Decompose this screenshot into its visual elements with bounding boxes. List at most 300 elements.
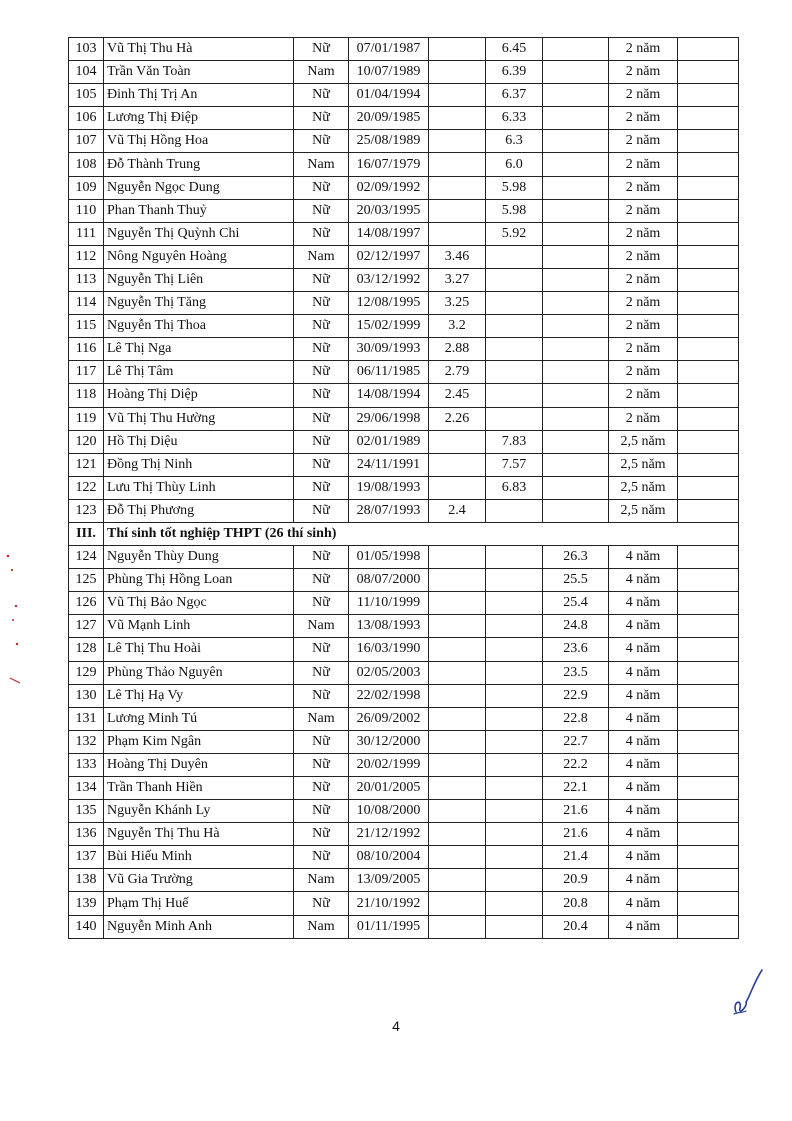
row-number-cell: 127 <box>69 615 104 638</box>
score-1-cell <box>429 800 486 823</box>
score-3-cell <box>543 315 609 338</box>
birth-date-cell: 24/11/1991 <box>349 453 429 476</box>
score-1-cell <box>429 130 486 153</box>
score-1-cell <box>429 661 486 684</box>
birth-date-cell: 02/05/2003 <box>349 661 429 684</box>
table-row <box>69 130 739 153</box>
note-cell <box>678 892 739 915</box>
score-3-cell <box>543 407 609 430</box>
note-cell <box>678 638 739 661</box>
score-2-cell <box>486 569 543 592</box>
birth-date-cell: 21/10/1992 <box>349 892 429 915</box>
candidate-name-cell: Nguyễn Ngọc Dung <box>104 176 294 199</box>
candidate-name-cell: Nguyễn Thùy Dung <box>104 546 294 569</box>
score-2-cell <box>486 823 543 846</box>
score-1-cell <box>429 823 486 846</box>
score-2-cell <box>486 753 543 776</box>
note-cell <box>678 361 739 384</box>
score-2-cell <box>486 892 543 915</box>
score-2-cell <box>486 292 543 315</box>
score-1-cell <box>429 753 486 776</box>
score-3-cell: 22.7 <box>543 730 609 753</box>
gender-cell: Nữ <box>294 546 349 569</box>
table-row <box>69 615 739 638</box>
birth-date-cell: 01/11/1995 <box>349 915 429 938</box>
table-row <box>69 638 739 661</box>
candidate-name-cell: Phạm Kim Ngân <box>104 730 294 753</box>
candidate-name-cell: Vũ Thị Bảo Ngọc <box>104 592 294 615</box>
score-1-cell <box>429 222 486 245</box>
score-2-cell: 6.0 <box>486 153 543 176</box>
note-cell <box>678 222 739 245</box>
note-cell <box>678 546 739 569</box>
training-duration-cell: 2 năm <box>609 153 678 176</box>
note-cell <box>678 915 739 938</box>
note-cell <box>678 199 739 222</box>
score-2-cell <box>486 384 543 407</box>
score-1-cell: 2.4 <box>429 499 486 522</box>
note-cell <box>678 869 739 892</box>
row-number-cell: 112 <box>69 245 104 268</box>
candidate-name-cell: Lưu Thị Thùy Linh <box>104 476 294 499</box>
score-3-cell: 24.8 <box>543 615 609 638</box>
gender-cell: Nữ <box>294 846 349 869</box>
table-row <box>69 107 739 130</box>
score-3-cell: 23.5 <box>543 661 609 684</box>
gender-cell: Nam <box>294 615 349 638</box>
row-number-cell: 115 <box>69 315 104 338</box>
score-1-cell <box>429 153 486 176</box>
table-row <box>69 384 739 407</box>
birth-date-cell: 21/12/1992 <box>349 823 429 846</box>
training-duration-cell: 2 năm <box>609 61 678 84</box>
candidate-name-cell: Lương Thị Điệp <box>104 107 294 130</box>
score-1-cell <box>429 199 486 222</box>
note-cell <box>678 61 739 84</box>
score-2-cell <box>486 707 543 730</box>
candidate-name-cell: Nguyễn Thị Thu Hà <box>104 823 294 846</box>
row-number-cell: 130 <box>69 684 104 707</box>
row-number-cell: 125 <box>69 569 104 592</box>
training-duration-cell: 2,5 năm <box>609 430 678 453</box>
note-cell <box>678 823 739 846</box>
birth-date-cell: 20/01/2005 <box>349 777 429 800</box>
score-2-cell <box>486 546 543 569</box>
birth-date-cell: 11/10/1999 <box>349 592 429 615</box>
candidate-name-cell: Đỗ Thị Phương <box>104 499 294 522</box>
candidate-name-cell: Hoàng Thị Diệp <box>104 384 294 407</box>
note-cell <box>678 153 739 176</box>
score-1-cell <box>429 430 486 453</box>
candidate-name-cell: Bùi Hiếu Minh <box>104 846 294 869</box>
score-1-cell <box>429 615 486 638</box>
training-duration-cell: 2 năm <box>609 130 678 153</box>
row-number-cell: 128 <box>69 638 104 661</box>
score-3-cell <box>543 499 609 522</box>
birth-date-cell: 14/08/1994 <box>349 384 429 407</box>
training-duration-cell: 4 năm <box>609 800 678 823</box>
score-3-cell: 25.5 <box>543 569 609 592</box>
training-duration-cell: 2 năm <box>609 176 678 199</box>
candidate-name-cell: Phạm Thị Huế <box>104 892 294 915</box>
margin-marks <box>2 548 28 688</box>
score-3-cell <box>543 430 609 453</box>
training-duration-cell: 2 năm <box>609 338 678 361</box>
candidate-name-cell: Lê Thị Tâm <box>104 361 294 384</box>
note-cell <box>678 569 739 592</box>
gender-cell: Nữ <box>294 384 349 407</box>
table-row <box>69 684 739 707</box>
gender-cell: Nam <box>294 153 349 176</box>
score-1-cell <box>429 546 486 569</box>
gender-cell: Nữ <box>294 753 349 776</box>
note-cell <box>678 315 739 338</box>
gender-cell: Nữ <box>294 430 349 453</box>
score-2-cell <box>486 684 543 707</box>
candidate-name-cell: Vũ Thị Thu Hà <box>104 38 294 61</box>
birth-date-cell: 06/11/1985 <box>349 361 429 384</box>
birth-date-cell: 12/08/1995 <box>349 292 429 315</box>
training-duration-cell: 2 năm <box>609 384 678 407</box>
score-2-cell: 5.98 <box>486 199 543 222</box>
birth-date-cell: 07/01/1987 <box>349 38 429 61</box>
table-row <box>69 361 739 384</box>
gender-cell: Nam <box>294 707 349 730</box>
row-number-cell: 124 <box>69 546 104 569</box>
table-row <box>69 268 739 291</box>
birth-date-cell: 10/07/1989 <box>349 61 429 84</box>
table-row <box>69 707 739 730</box>
note-cell <box>678 753 739 776</box>
birth-date-cell: 19/08/1993 <box>349 476 429 499</box>
score-3-cell <box>543 176 609 199</box>
birth-date-cell: 22/02/1998 <box>349 684 429 707</box>
birth-date-cell: 03/12/1992 <box>349 268 429 291</box>
candidate-name-cell: Vũ Thị Thu Hường <box>104 407 294 430</box>
page-number: 4 <box>392 1018 400 1034</box>
score-1-cell: 2.88 <box>429 338 486 361</box>
birth-date-cell: 20/03/1995 <box>349 199 429 222</box>
gender-cell: Nữ <box>294 569 349 592</box>
score-2-cell: 6.45 <box>486 38 543 61</box>
row-number-cell: 129 <box>69 661 104 684</box>
candidate-name-cell: Phùng Thảo Nguyên <box>104 661 294 684</box>
gender-cell: Nữ <box>294 476 349 499</box>
birth-date-cell: 10/08/2000 <box>349 800 429 823</box>
score-1-cell: 3.25 <box>429 292 486 315</box>
gender-cell: Nữ <box>294 407 349 430</box>
birth-date-cell: 16/03/1990 <box>349 638 429 661</box>
candidate-name-cell: Phùng Thị Hồng Loan <box>104 569 294 592</box>
candidate-name-cell: Vũ Gia Trường <box>104 869 294 892</box>
table-row <box>69 407 739 430</box>
candidate-table <box>68 37 739 939</box>
table-row <box>69 430 739 453</box>
table-row <box>69 176 739 199</box>
score-3-cell <box>543 245 609 268</box>
note-cell <box>678 846 739 869</box>
row-number-cell: 139 <box>69 892 104 915</box>
row-number-cell: 135 <box>69 800 104 823</box>
gender-cell: Nữ <box>294 107 349 130</box>
note-cell <box>678 592 739 615</box>
note-cell <box>678 777 739 800</box>
birth-date-cell: 15/02/1999 <box>349 315 429 338</box>
score-1-cell: 2.79 <box>429 361 486 384</box>
candidate-name-cell: Nguyễn Khánh Ly <box>104 800 294 823</box>
table-row <box>69 338 739 361</box>
table-row <box>69 546 739 569</box>
gender-cell: Nữ <box>294 315 349 338</box>
score-3-cell <box>543 338 609 361</box>
birth-date-cell: 28/07/1993 <box>349 499 429 522</box>
score-2-cell <box>486 869 543 892</box>
gender-cell: Nữ <box>294 338 349 361</box>
score-2-cell: 5.92 <box>486 222 543 245</box>
candidate-name-cell: Nguyễn Thị Quỳnh Chi <box>104 222 294 245</box>
signature-mark <box>728 968 764 1022</box>
row-number-cell: 131 <box>69 707 104 730</box>
table-row <box>69 569 739 592</box>
gender-cell: Nữ <box>294 84 349 107</box>
gender-cell: Nữ <box>294 592 349 615</box>
score-2-cell <box>486 268 543 291</box>
score-1-cell: 2.26 <box>429 407 486 430</box>
birth-date-cell: 13/08/1993 <box>349 615 429 638</box>
score-2-cell <box>486 361 543 384</box>
score-3-cell <box>543 268 609 291</box>
note-cell <box>678 453 739 476</box>
row-number-cell: 126 <box>69 592 104 615</box>
score-2-cell: 7.83 <box>486 430 543 453</box>
row-number-cell: 110 <box>69 199 104 222</box>
score-3-cell <box>543 476 609 499</box>
candidate-name-cell: Nguyễn Thị Thoa <box>104 315 294 338</box>
gender-cell: Nữ <box>294 892 349 915</box>
candidate-name-cell: Nguyễn Thị Tăng <box>104 292 294 315</box>
score-1-cell <box>429 846 486 869</box>
candidate-name-cell: Đinh Thị Trị An <box>104 84 294 107</box>
score-3-cell: 25.4 <box>543 592 609 615</box>
score-1-cell: 3.46 <box>429 245 486 268</box>
note-cell <box>678 476 739 499</box>
gender-cell: Nữ <box>294 361 349 384</box>
row-number-cell: 104 <box>69 61 104 84</box>
row-number-cell: 136 <box>69 823 104 846</box>
score-1-cell <box>429 892 486 915</box>
score-1-cell <box>429 453 486 476</box>
birth-date-cell: 25/08/1989 <box>349 130 429 153</box>
candidate-name-cell: Nguyễn Thị Liên <box>104 268 294 291</box>
score-3-cell <box>543 130 609 153</box>
gender-cell: Nữ <box>294 684 349 707</box>
score-2-cell <box>486 407 543 430</box>
table-row <box>69 61 739 84</box>
birth-date-cell: 02/09/1992 <box>349 176 429 199</box>
row-number-cell: 140 <box>69 915 104 938</box>
gender-cell: Nữ <box>294 38 349 61</box>
score-2-cell <box>486 777 543 800</box>
row-number-cell: 109 <box>69 176 104 199</box>
row-number-cell: 103 <box>69 38 104 61</box>
table-row <box>69 153 739 176</box>
note-cell <box>678 268 739 291</box>
birth-date-cell: 29/06/1998 <box>349 407 429 430</box>
section-header-row <box>69 522 739 545</box>
score-2-cell <box>486 499 543 522</box>
note-cell <box>678 730 739 753</box>
row-number-cell: 123 <box>69 499 104 522</box>
score-1-cell <box>429 869 486 892</box>
score-1-cell <box>429 476 486 499</box>
score-3-cell: 21.4 <box>543 846 609 869</box>
section-number: III. <box>69 522 104 545</box>
training-duration-cell: 4 năm <box>609 730 678 753</box>
training-duration-cell: 2,5 năm <box>609 499 678 522</box>
table-row <box>69 800 739 823</box>
row-number-cell: 117 <box>69 361 104 384</box>
score-2-cell <box>486 915 543 938</box>
candidate-name-cell: Nông Nguyên Hoàng <box>104 245 294 268</box>
note-cell <box>678 407 739 430</box>
gender-cell: Nữ <box>294 176 349 199</box>
gender-cell: Nữ <box>294 777 349 800</box>
table-row <box>69 499 739 522</box>
birth-date-cell: 01/05/1998 <box>349 546 429 569</box>
score-2-cell <box>486 661 543 684</box>
birth-date-cell: 02/01/1989 <box>349 430 429 453</box>
score-1-cell: 3.2 <box>429 315 486 338</box>
table-row <box>69 453 739 476</box>
candidate-name-cell: Trần Thanh Hiền <box>104 777 294 800</box>
table-row <box>69 315 739 338</box>
row-number-cell: 107 <box>69 130 104 153</box>
training-duration-cell: 4 năm <box>609 684 678 707</box>
note-cell <box>678 130 739 153</box>
score-2-cell: 6.33 <box>486 107 543 130</box>
table-row <box>69 846 739 869</box>
row-number-cell: 119 <box>69 407 104 430</box>
score-3-cell <box>543 199 609 222</box>
gender-cell: Nữ <box>294 222 349 245</box>
table-row <box>69 84 739 107</box>
score-1-cell <box>429 730 486 753</box>
score-3-cell: 22.9 <box>543 684 609 707</box>
candidate-name-cell: Trần Văn Toàn <box>104 61 294 84</box>
note-cell <box>678 384 739 407</box>
score-2-cell: 6.37 <box>486 84 543 107</box>
score-2-cell <box>486 638 543 661</box>
birth-date-cell: 30/12/2000 <box>349 730 429 753</box>
score-1-cell <box>429 569 486 592</box>
table-row <box>69 476 739 499</box>
section-title: Thí sinh tốt nghiệp THPT (26 thí sinh) <box>104 522 739 545</box>
row-number-cell: 116 <box>69 338 104 361</box>
score-3-cell: 22.8 <box>543 707 609 730</box>
training-duration-cell: 2 năm <box>609 84 678 107</box>
row-number-cell: 118 <box>69 384 104 407</box>
gender-cell: Nữ <box>294 823 349 846</box>
training-duration-cell: 4 năm <box>609 892 678 915</box>
training-duration-cell: 4 năm <box>609 546 678 569</box>
table-row <box>69 292 739 315</box>
score-3-cell <box>543 153 609 176</box>
score-2-cell <box>486 338 543 361</box>
table-row <box>69 777 739 800</box>
gender-cell: Nữ <box>294 453 349 476</box>
note-cell <box>678 292 739 315</box>
score-3-cell <box>543 38 609 61</box>
score-1-cell <box>429 107 486 130</box>
score-1-cell <box>429 777 486 800</box>
table-row <box>69 753 739 776</box>
table-row <box>69 823 739 846</box>
birth-date-cell: 20/09/1985 <box>349 107 429 130</box>
gender-cell: Nữ <box>294 800 349 823</box>
table-row <box>69 915 739 938</box>
row-number-cell: 133 <box>69 753 104 776</box>
score-1-cell <box>429 915 486 938</box>
birth-date-cell: 08/10/2004 <box>349 846 429 869</box>
score-3-cell: 21.6 <box>543 823 609 846</box>
table-row <box>69 199 739 222</box>
training-duration-cell: 2 năm <box>609 407 678 430</box>
score-1-cell <box>429 61 486 84</box>
note-cell <box>678 176 739 199</box>
gender-cell: Nam <box>294 869 349 892</box>
score-3-cell: 20.4 <box>543 915 609 938</box>
note-cell <box>678 107 739 130</box>
birth-date-cell: 30/09/1993 <box>349 338 429 361</box>
score-3-cell: 22.2 <box>543 753 609 776</box>
training-duration-cell: 4 năm <box>609 869 678 892</box>
score-2-cell <box>486 800 543 823</box>
score-3-cell <box>543 107 609 130</box>
training-duration-cell: 4 năm <box>609 615 678 638</box>
note-cell <box>678 684 739 707</box>
score-3-cell: 22.1 <box>543 777 609 800</box>
score-3-cell <box>543 84 609 107</box>
training-duration-cell: 2 năm <box>609 268 678 291</box>
note-cell <box>678 800 739 823</box>
candidate-name-cell: Đồng Thị Ninh <box>104 453 294 476</box>
gender-cell: Nam <box>294 915 349 938</box>
gender-cell: Nữ <box>294 292 349 315</box>
gender-cell: Nữ <box>294 130 349 153</box>
score-1-cell <box>429 707 486 730</box>
score-3-cell: 26.3 <box>543 546 609 569</box>
birth-date-cell: 13/09/2005 <box>349 869 429 892</box>
training-duration-cell: 2 năm <box>609 315 678 338</box>
training-duration-cell: 2 năm <box>609 38 678 61</box>
candidate-name-cell: Lê Thị Thu Hoài <box>104 638 294 661</box>
training-duration-cell: 2,5 năm <box>609 476 678 499</box>
gender-cell: Nữ <box>294 638 349 661</box>
candidate-name-cell: Nguyễn Minh Anh <box>104 915 294 938</box>
gender-cell: Nữ <box>294 268 349 291</box>
score-1-cell: 3.27 <box>429 268 486 291</box>
gender-cell: Nữ <box>294 199 349 222</box>
training-duration-cell: 4 năm <box>609 707 678 730</box>
candidate-name-cell: Phan Thanh Thuỷ <box>104 199 294 222</box>
row-number-cell: 114 <box>69 292 104 315</box>
gender-cell: Nữ <box>294 661 349 684</box>
training-duration-cell: 2 năm <box>609 222 678 245</box>
training-duration-cell: 4 năm <box>609 638 678 661</box>
score-2-cell <box>486 846 543 869</box>
gender-cell: Nữ <box>294 499 349 522</box>
score-3-cell: 21.6 <box>543 800 609 823</box>
